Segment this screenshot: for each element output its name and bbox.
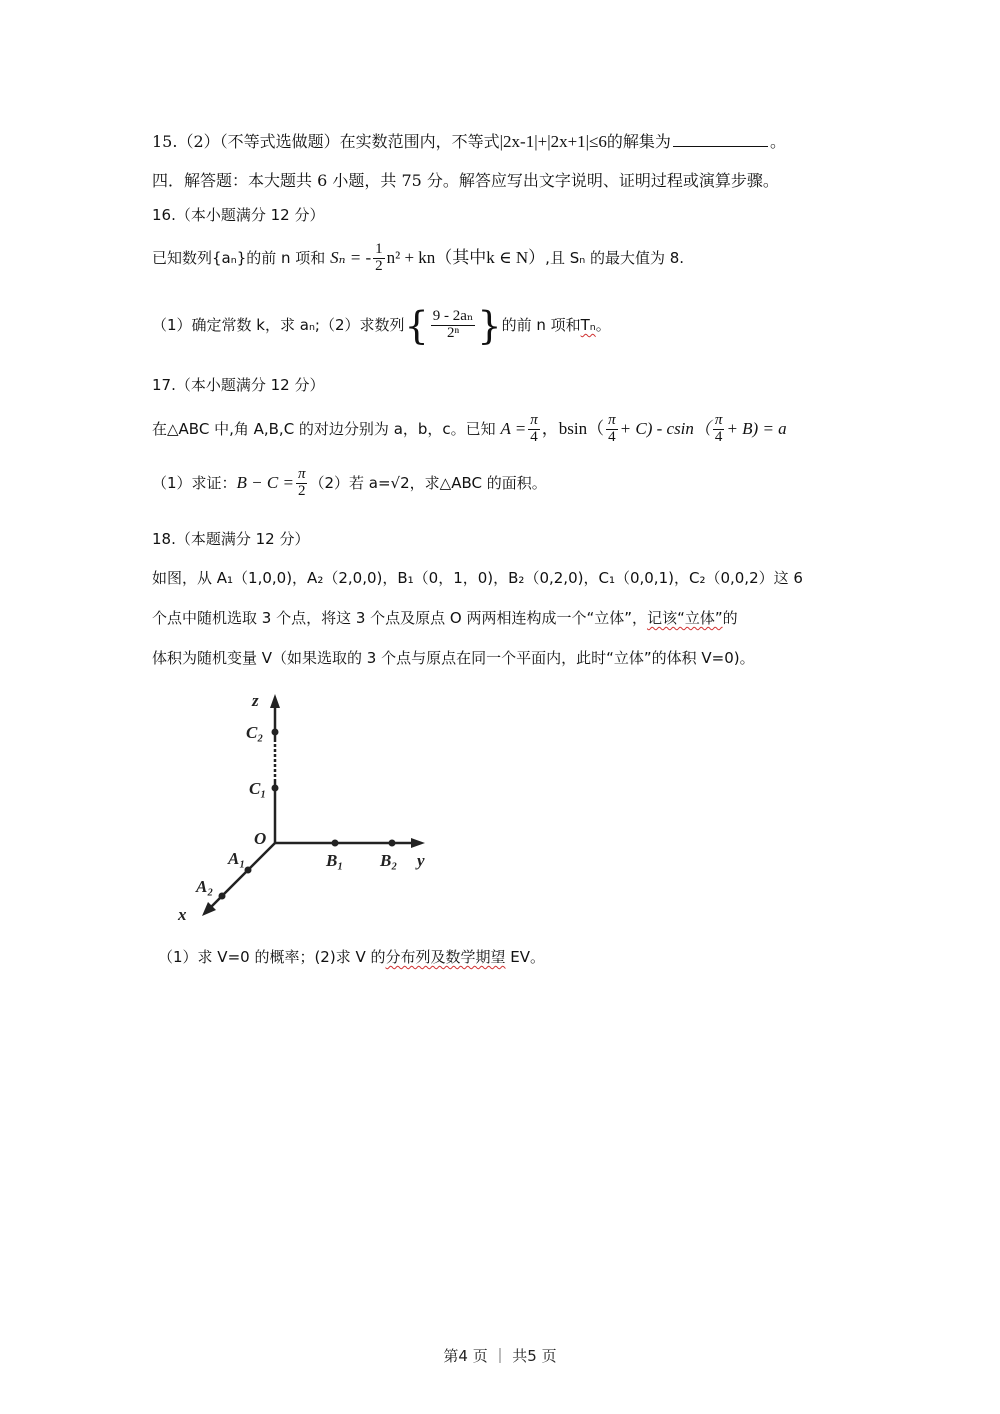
q15-answer-blank bbox=[673, 130, 768, 147]
point-a2 bbox=[219, 893, 226, 900]
q16-frac-den: 2 bbox=[375, 258, 383, 274]
q17-pi-b: π bbox=[608, 412, 616, 429]
q17-four-a: 4 bbox=[530, 429, 538, 445]
q17-csin: + C) - csin（ bbox=[619, 419, 711, 438]
point-c1 bbox=[272, 785, 279, 792]
q17-pi-a: π bbox=[530, 412, 538, 429]
q17-two: 2 bbox=[297, 483, 306, 499]
label-y: y bbox=[417, 851, 425, 870]
q17-four-b: 4 bbox=[608, 429, 616, 445]
q17-frac-pi2 bbox=[296, 467, 308, 500]
q18-line3: 体积为随机变量 V（如果选取的 3 个点与原点在同一个平面内，此时“立体”的体积 V=0)。 bbox=[152, 649, 755, 667]
q18-l2-end: 的 bbox=[722, 609, 738, 627]
label-c2: C₂ bbox=[246, 723, 264, 742]
q17-frac-pi4-c bbox=[713, 413, 725, 446]
q16-l1-text: 已知数列{aₙ}的前 n 项和 bbox=[152, 249, 326, 267]
q16-tn: Tₙ bbox=[580, 316, 596, 334]
page-footer: 第4 页 ｜ 共5 页 bbox=[443, 1347, 557, 1365]
q15-inequality: |2x-1|+|2x+1|≤6 bbox=[499, 132, 607, 151]
q15-line bbox=[152, 130, 786, 153]
q16-header: 16.（本小题满分 12 分） bbox=[152, 206, 325, 224]
q16-line2 bbox=[152, 302, 611, 348]
q18-l4-end: EV。 bbox=[505, 948, 546, 966]
q17-l1-text: 在△ABC 中,角 A,B,C 的对边分别为 a，b，c。已知 bbox=[152, 420, 496, 438]
q16-left-brace: { bbox=[404, 303, 429, 348]
y-arrow bbox=[411, 838, 425, 848]
q18-l4-text: （1）求 V=0 的概率；(2)求 V 的 bbox=[158, 948, 386, 966]
point-a1 bbox=[245, 867, 252, 874]
q17-frac-pi4-b bbox=[606, 413, 618, 446]
point-b1 bbox=[332, 840, 339, 847]
q18-header: 18.（本题满分 12 分） bbox=[152, 530, 310, 548]
label-b1: B₁ bbox=[326, 851, 344, 870]
q16-seq-num: 9 - 2aₙ bbox=[432, 308, 474, 325]
q17-four-c: 4 bbox=[714, 429, 723, 445]
q17-bsin: ，bsin（ bbox=[541, 419, 605, 438]
q15-end: 。 bbox=[769, 132, 786, 151]
q16-seq-den: 2ⁿ bbox=[446, 325, 460, 341]
q15-text-b: 的解集为 bbox=[606, 132, 671, 151]
q17-angle-a: A = bbox=[500, 419, 527, 438]
point-b2 bbox=[389, 840, 396, 847]
q17-pi-d: π bbox=[297, 466, 306, 483]
label-o: O bbox=[254, 829, 267, 848]
q18-line1: 如图，从 A₁（1,0,0)，A₂（2,0,0)，B₁（0，1，0)，B₂（0,2,0)，C₁（0,0,1)，C₂（0,0,2）这 6 bbox=[152, 569, 803, 587]
q16-right-brace: } bbox=[477, 303, 502, 348]
q16-l1-end: ,且 Sₙ 的最大值为 8. bbox=[545, 249, 685, 267]
label-a1: A₁ bbox=[228, 849, 246, 868]
q16-sn-rest: n² + kn（其中k ∈ N） bbox=[386, 248, 546, 267]
q17-line1 bbox=[152, 406, 787, 452]
q17-header: 17.（本小题满分 12 分） bbox=[152, 376, 325, 394]
q15-text-a: 15.（2）（不等式选做题）在实数范围内，不等式 bbox=[152, 132, 500, 151]
label-z: z bbox=[252, 691, 259, 710]
q16-line1 bbox=[152, 236, 684, 280]
q17-eq-a: + B) = a bbox=[726, 419, 787, 438]
q16-l2-end: 。 bbox=[595, 316, 611, 334]
label-b2: B₂ bbox=[380, 851, 398, 870]
coordinate-axes-figure bbox=[160, 672, 450, 930]
label-c1: C₁ bbox=[249, 779, 267, 798]
q17-pi-c: π bbox=[714, 412, 723, 429]
label-a2: A₂ bbox=[196, 877, 214, 896]
point-c2 bbox=[272, 729, 279, 736]
q17-line2 bbox=[152, 460, 547, 506]
q17-l2-part2: （2）若 a=√2，求△ABC 的面积。 bbox=[309, 474, 547, 492]
q16-l2-text-b: 的前 n 项和 bbox=[501, 316, 581, 334]
q16-frac-num: 1 bbox=[375, 241, 383, 258]
q18-l2-wavy: 记该“立体” bbox=[647, 609, 723, 627]
z-arrow bbox=[270, 694, 280, 708]
q17-l2-text: （1）求证： bbox=[152, 474, 237, 492]
q17-b-minus-c: B − C = bbox=[236, 473, 294, 492]
q16-frac-half bbox=[373, 242, 385, 275]
q18-l2-text: 个点中随机选取 3 个点，将这 3 个点及原点 O 两两相连构成一个“立体”， bbox=[152, 609, 648, 627]
q18-l4-wavy: 分布列及数学期望 bbox=[385, 948, 506, 966]
q18-line4 bbox=[158, 946, 545, 968]
label-x: x bbox=[178, 905, 187, 924]
q16-sn: Sₙ = - bbox=[330, 248, 372, 267]
q16-l2-text: （1）确定常数 k，求 aₙ;（2）求数列 bbox=[152, 316, 405, 334]
q17-frac-pi4-a bbox=[528, 413, 540, 446]
q16-frac-seq bbox=[431, 309, 476, 342]
section4-heading: 四．解答题：本大题共 6 小题，共 75 分。解答应写出文字说明、证明过程或演算步骤。 bbox=[152, 171, 779, 190]
q18-line2 bbox=[152, 607, 738, 629]
